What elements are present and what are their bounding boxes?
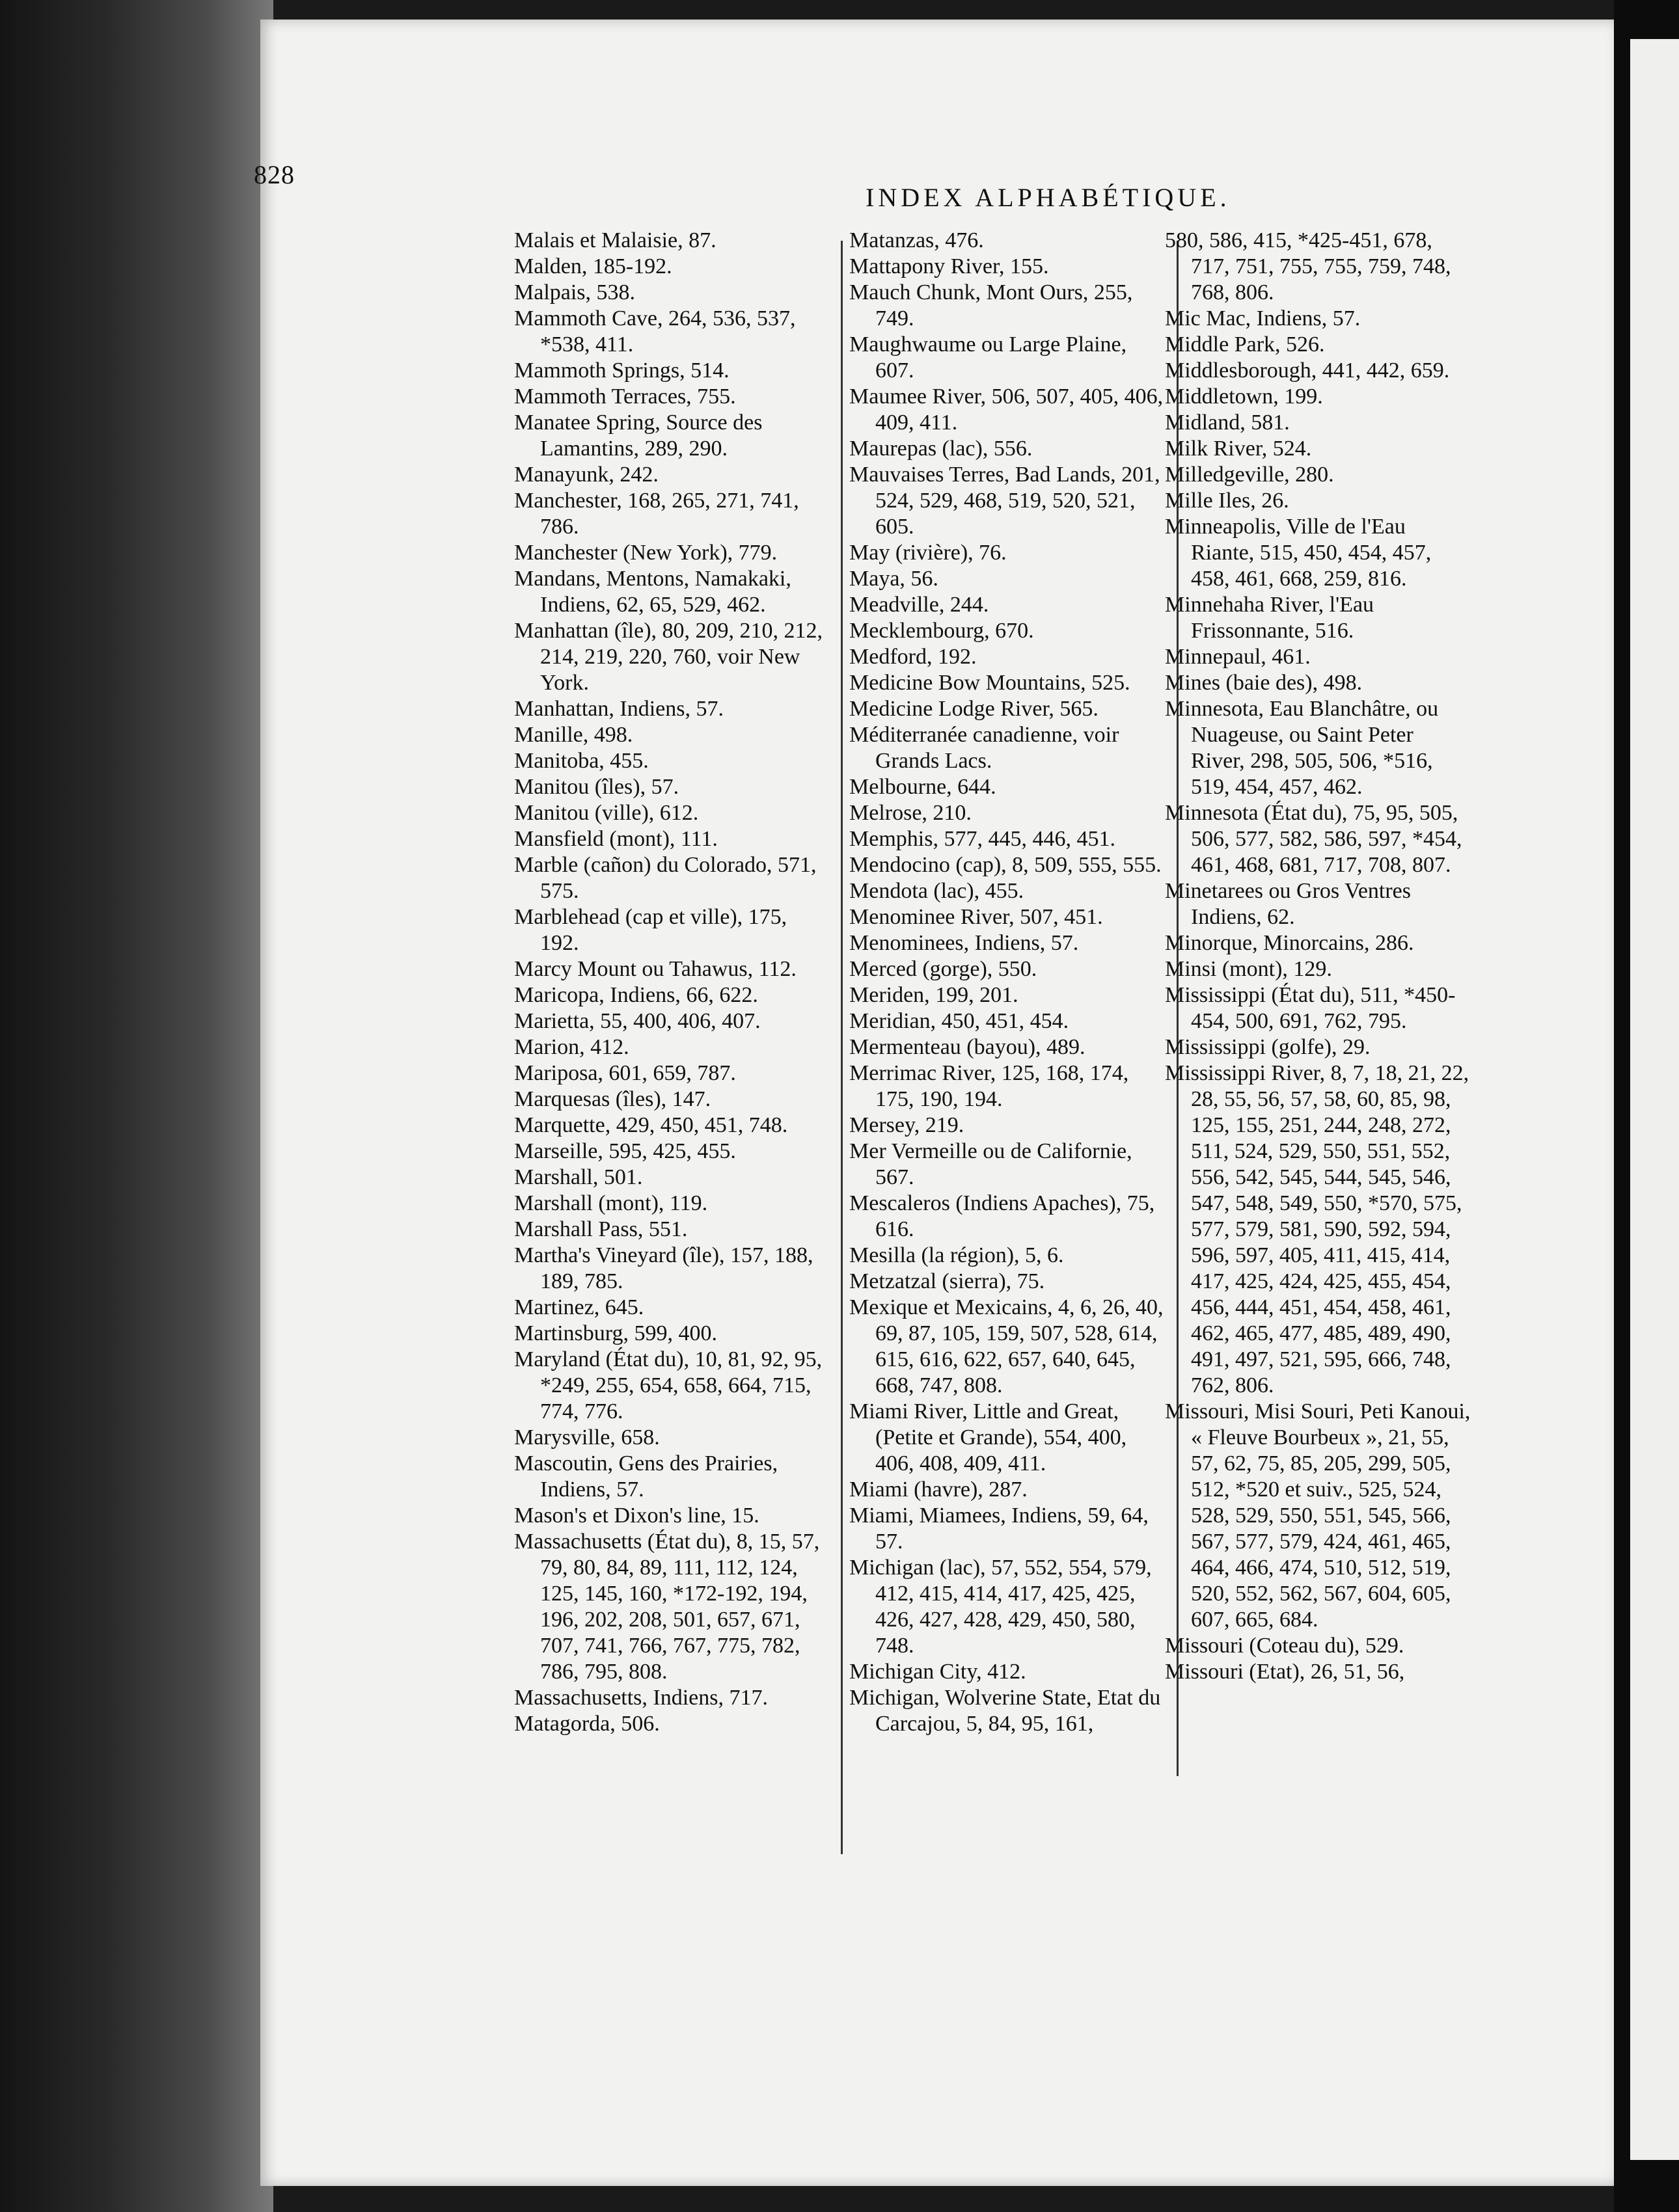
index-entry: Medicine Lodge River, 565. — [849, 697, 1099, 721]
index-entry: Milledgeville, 280. — [1165, 463, 1334, 487]
index-entry: Mermenteau (bayou), 489. — [849, 1035, 1085, 1059]
index-entry: Marshall, 501. — [514, 1165, 643, 1189]
index-entry: Minnesota (État du), 75, 95, 505, 506, 577, 582, 586, 597, *454, 461, 468, 681, 717, 708, 807. — [1165, 801, 1462, 877]
index-entry: Manchester (New York), 779. — [514, 541, 778, 565]
index-entry: Merced (gorge), 550. — [849, 957, 1037, 981]
index-entry: Minetarees ou Gros Ventres Indiens, 62. — [1165, 879, 1412, 929]
index-entry: Marble (cañon) du Colorado, 571, 575. — [514, 853, 817, 903]
index-entry: Mansfield (mont), 111. — [514, 827, 718, 851]
index-entry: Mersey, 219. — [849, 1113, 964, 1137]
index-entry: Manhattan (île), 80, 209, 210, 212, 214, 219, 220, 760, voir New York. — [514, 619, 823, 695]
index-entry: Maricopa, Indiens, 66, 622. — [514, 983, 758, 1007]
index-entry: Malais et Malaisie, 87. — [514, 228, 717, 252]
index-entry: Marseille, 595, 425, 455. — [514, 1139, 736, 1163]
index-entry: Manchester, 168, 265, 271, 741, 786. — [514, 489, 799, 539]
index-entry: Mississippi (golfe), 29. — [1165, 1035, 1371, 1059]
index-entry: Matagorda, 506. — [514, 1712, 660, 1736]
index-entry: Medford, 192. — [849, 645, 977, 669]
index-entry: Mille Iles, 26. — [1165, 489, 1289, 513]
index-entry: Menominee River, 507, 451. — [849, 905, 1103, 929]
index-entry: Mattapony River, 155. — [849, 254, 1049, 278]
index-entry: Maya, 56. — [849, 567, 938, 591]
index-entry: Marblehead (cap et ville), 175, 192. — [514, 905, 787, 955]
index-entry: Marion, 412. — [514, 1035, 629, 1059]
index-entry: Middle Park, 526. — [1165, 332, 1325, 357]
page-number: 828 — [254, 160, 295, 189]
index-column-3 — [1165, 228, 1471, 1685]
index-entry: Malden, 185-192. — [514, 254, 672, 278]
index-entry: Mendota (lac), 455. — [849, 879, 1024, 903]
running-head: INDEX ALPHABÉTIQUE. — [866, 183, 1231, 212]
index-entry: Marshall (mont), 119. — [514, 1191, 708, 1215]
index-entry: Milk River, 524. — [1165, 437, 1312, 461]
index-entry: Mecklembourg, 670. — [849, 619, 1034, 643]
index-entry: Missouri (Etat), 26, 51, 56, — [1165, 1660, 1405, 1684]
index-entry: Marquesas (îles), 147. — [514, 1087, 711, 1111]
index-entry: Minneapolis, Ville de l'Eau Riante, 515, 450, 454, 457, 458, 461, 668, 259, 816. — [1165, 515, 1432, 591]
index-entry: Midland, 581. — [1165, 411, 1290, 435]
index-entry: Medicine Bow Mountains, 525. — [849, 671, 1130, 695]
index-entry: Meridian, 450, 451, 454. — [849, 1009, 1069, 1033]
index-entry: Marysville, 658. — [514, 1425, 660, 1450]
index-entry: Malpais, 538. — [514, 280, 636, 304]
index-entry: Marshall Pass, 551. — [514, 1217, 688, 1241]
index-entry: Manitou (îles), 57. — [514, 775, 679, 799]
index-entry: Maurepas (lac), 556. — [849, 437, 1033, 461]
index-entry: Michigan, Wolverine State, Etat du Carcajou, 5, 84, 95, 161, — [849, 1686, 1161, 1736]
index-entry: Mandans, Mentons, Namakaki, Indiens, 62, 65, 529, 462. — [514, 567, 791, 617]
index-entry: May (rivière), 76. — [849, 541, 1007, 565]
index-entry: Mexique et Mexicains, 4, 6, 26, 40, 69, 87, 105, 159, 507, 528, 614, 615, 616, 622, 657, 640, 645, 668, 747, 808. — [849, 1295, 1164, 1397]
index-entry: Maumee River, 506, 507, 405, 406, 409, 411. — [849, 384, 1164, 435]
index-entry: Manayunk, 242. — [514, 463, 659, 487]
index-entry: Michigan City, 412. — [849, 1660, 1026, 1684]
index-entry: Mammoth Springs, 514. — [514, 358, 730, 383]
index-entry: Menominees, Indiens, 57. — [849, 931, 1079, 955]
index-entry: Memphis, 577, 445, 446, 451. — [849, 827, 1115, 851]
index-entry: Meriden, 199, 201. — [849, 983, 1018, 1007]
index-entry: Minnepaul, 461. — [1165, 645, 1311, 669]
index-entry: Martinsburg, 599, 400. — [514, 1321, 717, 1345]
index-entry: Michigan (lac), 57, 552, 554, 579, 412, 415, 414, 417, 425, 425, 426, 427, 428, 429, 450, 580, 748. — [849, 1556, 1152, 1658]
index-entry: Merrimac River, 125, 168, 174, 175, 190, 194. — [849, 1061, 1129, 1111]
index-entry: Mauvaises Terres, Bad Lands, 201, 524, 529, 468, 519, 520, 521, 605. — [849, 463, 1160, 539]
index-entry: Maryland (État du), 10, 81, 92, 95, *249, 255, 654, 658, 664, 715, 774, 776. — [514, 1347, 823, 1423]
index-entry: Mines (baie des), 498. — [1165, 671, 1363, 695]
index-entry: Mer Vermeille ou de Californie, 567. — [849, 1139, 1132, 1189]
next-page-strip — [1630, 39, 1679, 2160]
index-entry: Mescaleros (Indiens Apaches), 75, 616. — [849, 1191, 1155, 1241]
index-entry: Mammoth Terraces, 755. — [514, 384, 736, 409]
index-entry: Martinez, 645. — [514, 1295, 644, 1319]
index-entry: Mic Mac, Indiens, 57. — [1165, 306, 1361, 330]
index-entry: Mason's et Dixon's line, 15. — [514, 1504, 759, 1528]
index-entry: Martha's Vineyard (île), 157, 188, 189, 785. — [514, 1243, 813, 1293]
index-entry: Manatee Spring, Source des Lamantins, 289, 290. — [514, 411, 763, 461]
index-entry: Mascoutin, Gens des Prairies, Indiens, 57. — [514, 1451, 778, 1502]
index-column-1 — [514, 228, 826, 1737]
index-entry: Minnehaha River, l'Eau Frissonnante, 516. — [1165, 593, 1374, 643]
index-entry: Mammoth Cave, 264, 536, 537, *538, 411. — [514, 306, 796, 357]
index-entry: Manitou (ville), 612. — [514, 801, 699, 825]
index-entry: 580, 586, 415, *425-451, 678, 717, 751, 755, 755, 759, 748, 768, 806. — [1165, 228, 1451, 304]
book-binding — [0, 0, 273, 2212]
index-entry: Manille, 498. — [514, 723, 633, 747]
index-entry: Matanzas, 476. — [849, 228, 984, 252]
index-entry: Metzatzal (sierra), 75. — [849, 1269, 1045, 1293]
index-entry: Minorque, Minorcains, 286. — [1165, 931, 1414, 955]
index-entry: Middletown, 199. — [1165, 384, 1323, 409]
column-rule-left — [841, 241, 843, 1854]
index-entry: Marcy Mount ou Tahawus, 112. — [514, 957, 797, 981]
index-entry: Massachusetts (État du), 8, 15, 57, 79, 80, 84, 89, 111, 112, 124, 125, 145, 160, *172-192, 194, 196, 202, 208, 501, 657, 671, 707, 741, 766, 767, 775, 782, 786, 795, 808. — [514, 1530, 820, 1684]
index-entry: Melbourne, 644. — [849, 775, 996, 799]
index-entry: Melrose, 210. — [849, 801, 972, 825]
index-entry: Mississippi River, 8, 7, 18, 21, 22, 28, 55, 56, 57, 58, 60, 85, 98, 125, 155, 251, 244, 248, 272, 511, 524, 529, 550, 551, 552, 556, 542, 545, 544, 545, 546, 547, 548, 549, 550, *570, 575, 577, 579, 581, 590, 592, 594, 596, 597, 405, 411, 415, 414, 417, 425, 424, 425, 455, 454, 456, 444, 451, 454, 458, 461, 462, 465, 477, 485, 489, 490, 491, 497, 521, 595, 666, 748, 762, 806. — [1165, 1061, 1469, 1397]
index-column-2 — [849, 228, 1168, 1737]
index-entry: Middlesborough, 441, 442, 659. — [1165, 358, 1450, 383]
index-entry: Méditerranée canadienne, voir Grands Lacs. — [849, 723, 1119, 773]
index-entry: Minsi (mont), 129. — [1165, 957, 1332, 981]
index-entry: Maughwaume ou Large Plaine, 607. — [849, 332, 1127, 383]
index-entry: Miami, Miamees, Indiens, 59, 64, 57. — [849, 1504, 1149, 1554]
index-entry: Mississippi (État du), 511, *450-454, 500, 691, 762, 795. — [1165, 983, 1456, 1033]
index-entry: Minnesota, Eau Blanchâtre, ou Nuageuse, ou Saint Peter River, 298, 505, 506, *516, 519, 454, 457, 462. — [1165, 697, 1439, 799]
index-entry: Manhattan, Indiens, 57. — [514, 697, 724, 721]
index-entry: Massachusetts, Indiens, 717. — [514, 1686, 769, 1710]
index-entry: Missouri (Coteau du), 529. — [1165, 1634, 1404, 1658]
index-entry: Manitoba, 455. — [514, 749, 649, 773]
index-entry: Meadville, 244. — [849, 593, 989, 617]
index-entry: Marietta, 55, 400, 406, 407. — [514, 1009, 761, 1033]
index-entry: Mariposa, 601, 659, 787. — [514, 1061, 736, 1085]
index-entry: Marquette, 429, 450, 451, 748. — [514, 1113, 788, 1137]
index-entry: Missouri, Misi Souri, Peti Kanoui, « Fleuve Bourbeux », 21, 55, 57, 62, 75, 85, 205, 299, 505, 512, *520 et suiv., 525, 524, 528, 529, 550, 551, 545, 566, 567, 577, 579, 424, 461, 465, 464, 466, 474, 510, 512, 519, 520, 552, 562, 567, 604, 605, 607, 665, 684. — [1165, 1399, 1471, 1632]
index-entry: Mendocino (cap), 8, 509, 555, 555. — [849, 853, 1162, 877]
index-entry: Miami River, Little and Great, (Petite et Grande), 554, 400, 406, 408, 409, 411. — [849, 1399, 1127, 1476]
index-entry: Miami (havre), 287. — [849, 1477, 1028, 1502]
index-entry: Mauch Chunk, Mont Ours, 255, 749. — [849, 280, 1133, 330]
index-entry: Mesilla (la région), 5, 6. — [849, 1243, 1064, 1267]
